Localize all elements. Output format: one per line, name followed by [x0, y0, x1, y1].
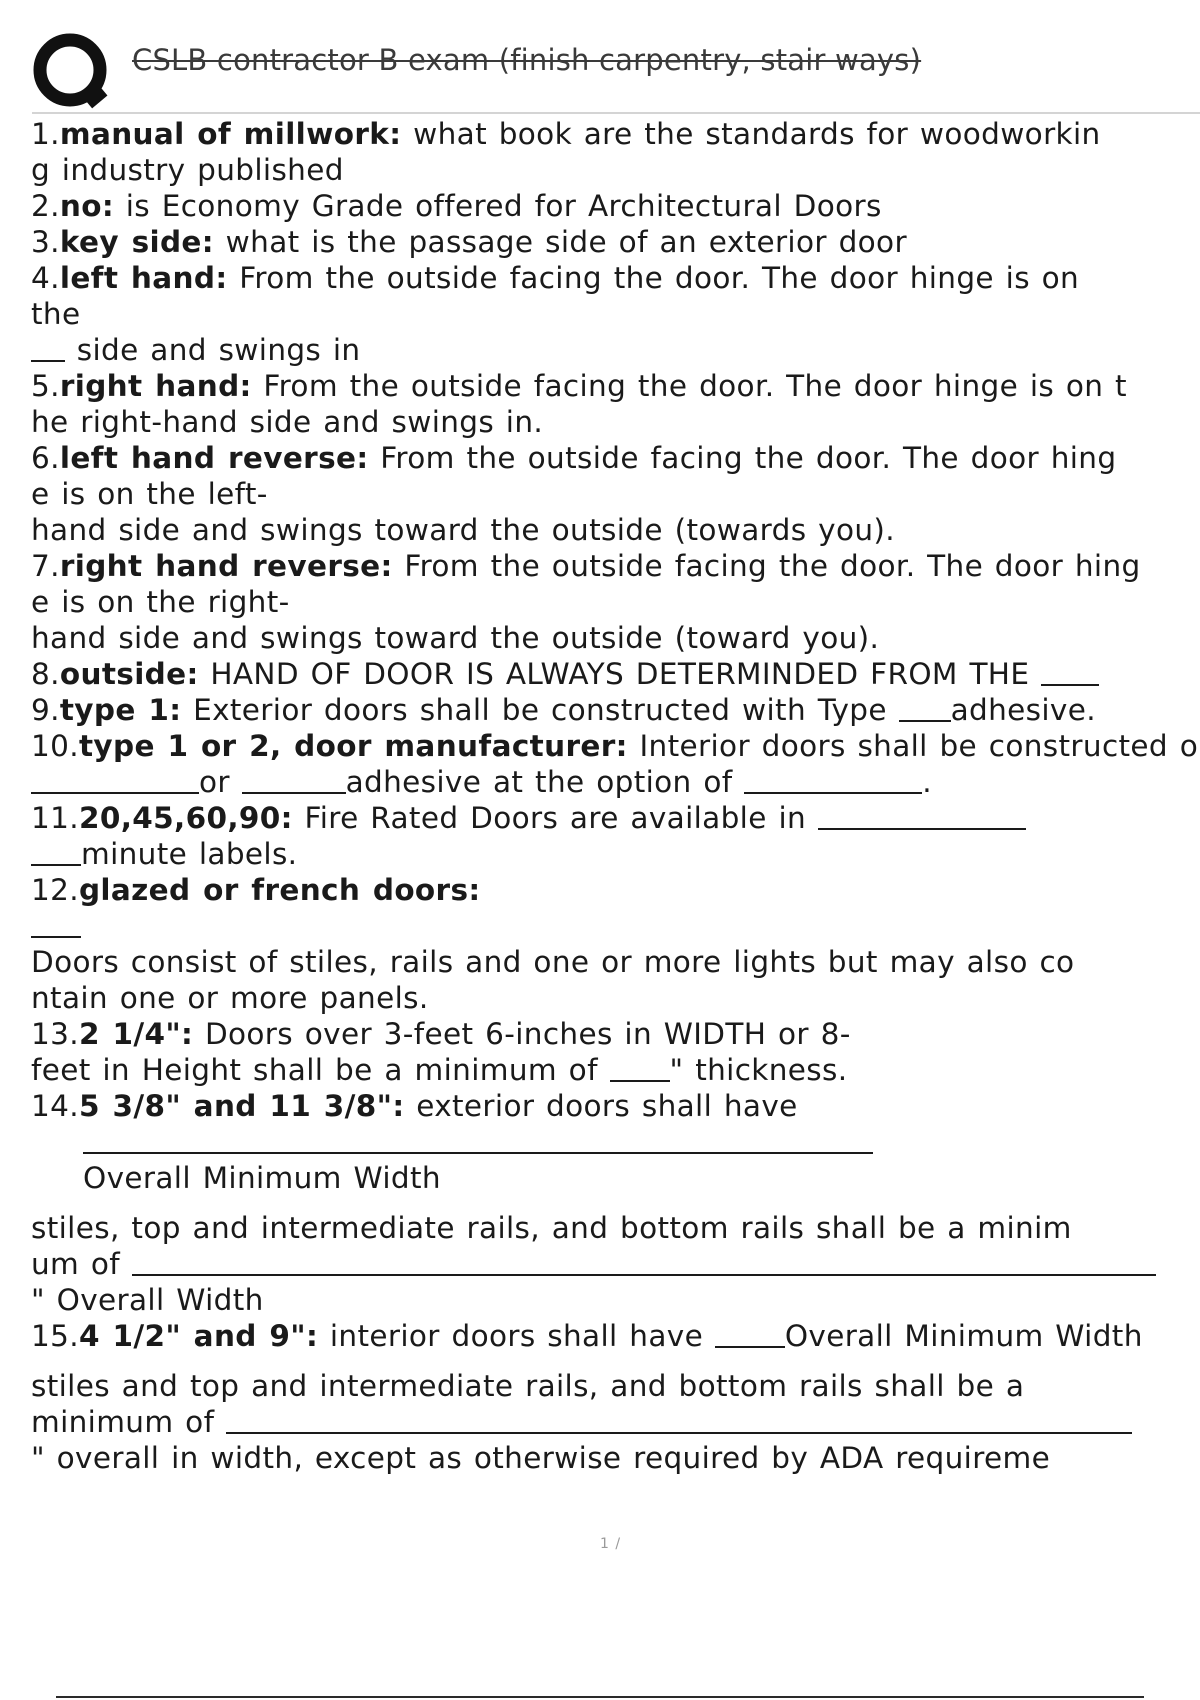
- list-item: [31, 872, 1199, 1016]
- item-number: 11.: [31, 801, 79, 835]
- item-definition: g industry published: [31, 153, 344, 187]
- list-item: [31, 728, 1199, 800]
- list-item: [31, 116, 1199, 188]
- item-term: 4 1/2" and 9":: [78, 1319, 319, 1353]
- fill-blank: [31, 908, 81, 938]
- list-item: [31, 548, 1199, 656]
- quizlet-q-logo: [32, 32, 112, 112]
- item-term: right hand:: [59, 369, 252, 403]
- item-definition: HAND OF DOOR IS ALWAYS DETERMINDED FROM THE: [198, 657, 1042, 691]
- fill-blank: [610, 1052, 670, 1082]
- item-definition: " thickness.: [669, 1053, 848, 1087]
- item-number: 4.: [31, 261, 60, 295]
- item-definition: From the outside facing the door. The door hinge is on t: [251, 369, 1127, 403]
- fill-blank: [1041, 656, 1099, 686]
- flashcard-list: [31, 116, 1199, 1476]
- item-number: 7.: [31, 549, 60, 583]
- fill-blank: [31, 764, 199, 794]
- list-item: [31, 1088, 1199, 1318]
- item-definition: what is the passage side of an exterior door: [213, 225, 907, 259]
- item-number: 15.: [31, 1319, 79, 1353]
- list-item: [31, 800, 1199, 872]
- item-term: 20,45,60,90:: [78, 801, 293, 835]
- list-item: [31, 1318, 1199, 1476]
- item-definition: " Overall Width: [31, 1283, 264, 1317]
- item-definition: he right-hand side and swings in.: [31, 405, 544, 439]
- page-number: 1 /: [600, 1536, 622, 1552]
- header-divider: [32, 112, 1200, 114]
- item-number: 10.: [31, 729, 79, 763]
- item-definition: exterior doors shall have: [404, 1089, 798, 1123]
- item-definition: is Economy Grade offered for Architectural Doors: [113, 189, 882, 223]
- item-number: 1.: [31, 117, 60, 151]
- item-definition: ntain one or more panels.: [31, 981, 429, 1015]
- list-item: [31, 368, 1199, 440]
- item-definition: or: [199, 765, 242, 799]
- item-number: 5.: [31, 369, 60, 403]
- item-definition: From the outside facing the door. The door hing: [368, 441, 1117, 475]
- item-number: 2.: [31, 189, 60, 223]
- item-definition: hand side and swings toward the outside (toward you).: [31, 621, 880, 655]
- item-definition: stiles, top and intermediate rails, and bottom rails shall be a minim: [31, 1211, 1072, 1245]
- item-number: 9.: [31, 693, 60, 727]
- item-definition: minimum of: [31, 1405, 227, 1439]
- fill-blank: [226, 1404, 1132, 1434]
- item-definition: Doors consist of stiles, rails and one or more lights but may also co: [31, 945, 1075, 979]
- item-term: glazed or french doors:: [78, 873, 481, 907]
- fill-blank: [83, 1124, 873, 1154]
- item-term: type 1:: [59, 693, 182, 727]
- item-definition: From the outside facing the door. The door hing: [392, 549, 1141, 583]
- list-item: [31, 692, 1199, 728]
- list-item: [31, 440, 1199, 548]
- item-definition: side and swings in: [65, 333, 361, 367]
- fill-blank: [715, 1318, 785, 1348]
- item-definition: e is on the right-: [31, 585, 290, 619]
- item-definition: .: [922, 765, 932, 799]
- item-definition: adhesive.: [950, 693, 1096, 727]
- list-item: [31, 224, 1199, 260]
- fill-blank: [242, 764, 346, 794]
- list-item: [31, 260, 1199, 368]
- list-item: [31, 1016, 1199, 1088]
- item-number: 8.: [31, 657, 60, 691]
- item-definition: interior doors shall have: [318, 1319, 715, 1353]
- page-header: [32, 32, 1200, 114]
- item-definition: Exterior doors shall be constructed with Type: [181, 693, 899, 727]
- item-definition: what book are the standards for woodworkin: [401, 117, 1101, 151]
- fill-blank: [744, 764, 922, 794]
- item-term: no:: [59, 189, 114, 223]
- list-item: [31, 188, 1199, 224]
- document-title: CSLB contractor B exam (finish carpentry, stair ways): [132, 43, 922, 77]
- item-definition: hand side and swings toward the outside (towards you).: [31, 513, 895, 547]
- fill-blank: [31, 836, 81, 866]
- item-number: 3.: [31, 225, 60, 259]
- item-definition: Overall Minimum Width: [784, 1319, 1143, 1353]
- item-definition: Overall Minimum Width: [83, 1161, 441, 1195]
- item-term: type 1 or 2, door manufacturer:: [78, 729, 628, 763]
- fill-blank: [31, 332, 65, 362]
- item-definition: Interior doors shall be constructed o: [627, 729, 1199, 763]
- item-definition: Doors over 3-feet 6-inches in WIDTH or 8-: [193, 1017, 851, 1051]
- item-definition: um of: [31, 1247, 132, 1281]
- item-term: manual of millwork:: [59, 117, 402, 151]
- item-definition: e is on the left-: [31, 477, 268, 511]
- fill-blank: [132, 1246, 1156, 1276]
- item-definition: Fire Rated Doors are available in: [292, 801, 818, 835]
- item-number: 13.: [31, 1017, 79, 1051]
- item-term: 2 1/4":: [78, 1017, 194, 1051]
- item-number: 12.: [31, 873, 79, 907]
- item-number: 6.: [31, 441, 60, 475]
- item-term: left hand:: [59, 261, 228, 295]
- list-item: [31, 656, 1199, 692]
- item-term: outside:: [59, 657, 199, 691]
- footer-divider: [56, 1696, 1144, 1698]
- item-definition: stiles and top and intermediate rails, and bottom rails shall be a: [31, 1369, 1025, 1403]
- item-term: 5 3/8" and 11 3/8":: [78, 1089, 405, 1123]
- item-term: left hand reverse:: [59, 441, 369, 475]
- fill-blank: [899, 692, 951, 722]
- item-definition: feet in Height shall be a minimum of: [31, 1053, 610, 1087]
- item-definition: the: [31, 297, 81, 331]
- item-term: key side:: [59, 225, 214, 259]
- item-number: 14.: [31, 1089, 79, 1123]
- fill-blank: [818, 800, 1026, 830]
- item-definition: " overall in width, except as otherwise required by ADA requireme: [31, 1441, 1051, 1475]
- item-definition: adhesive at the option of: [345, 765, 745, 799]
- item-definition: minute labels.: [81, 837, 298, 871]
- item-definition: From the outside facing the door. The door hinge is on: [227, 261, 1080, 295]
- item-term: right hand reverse:: [59, 549, 393, 583]
